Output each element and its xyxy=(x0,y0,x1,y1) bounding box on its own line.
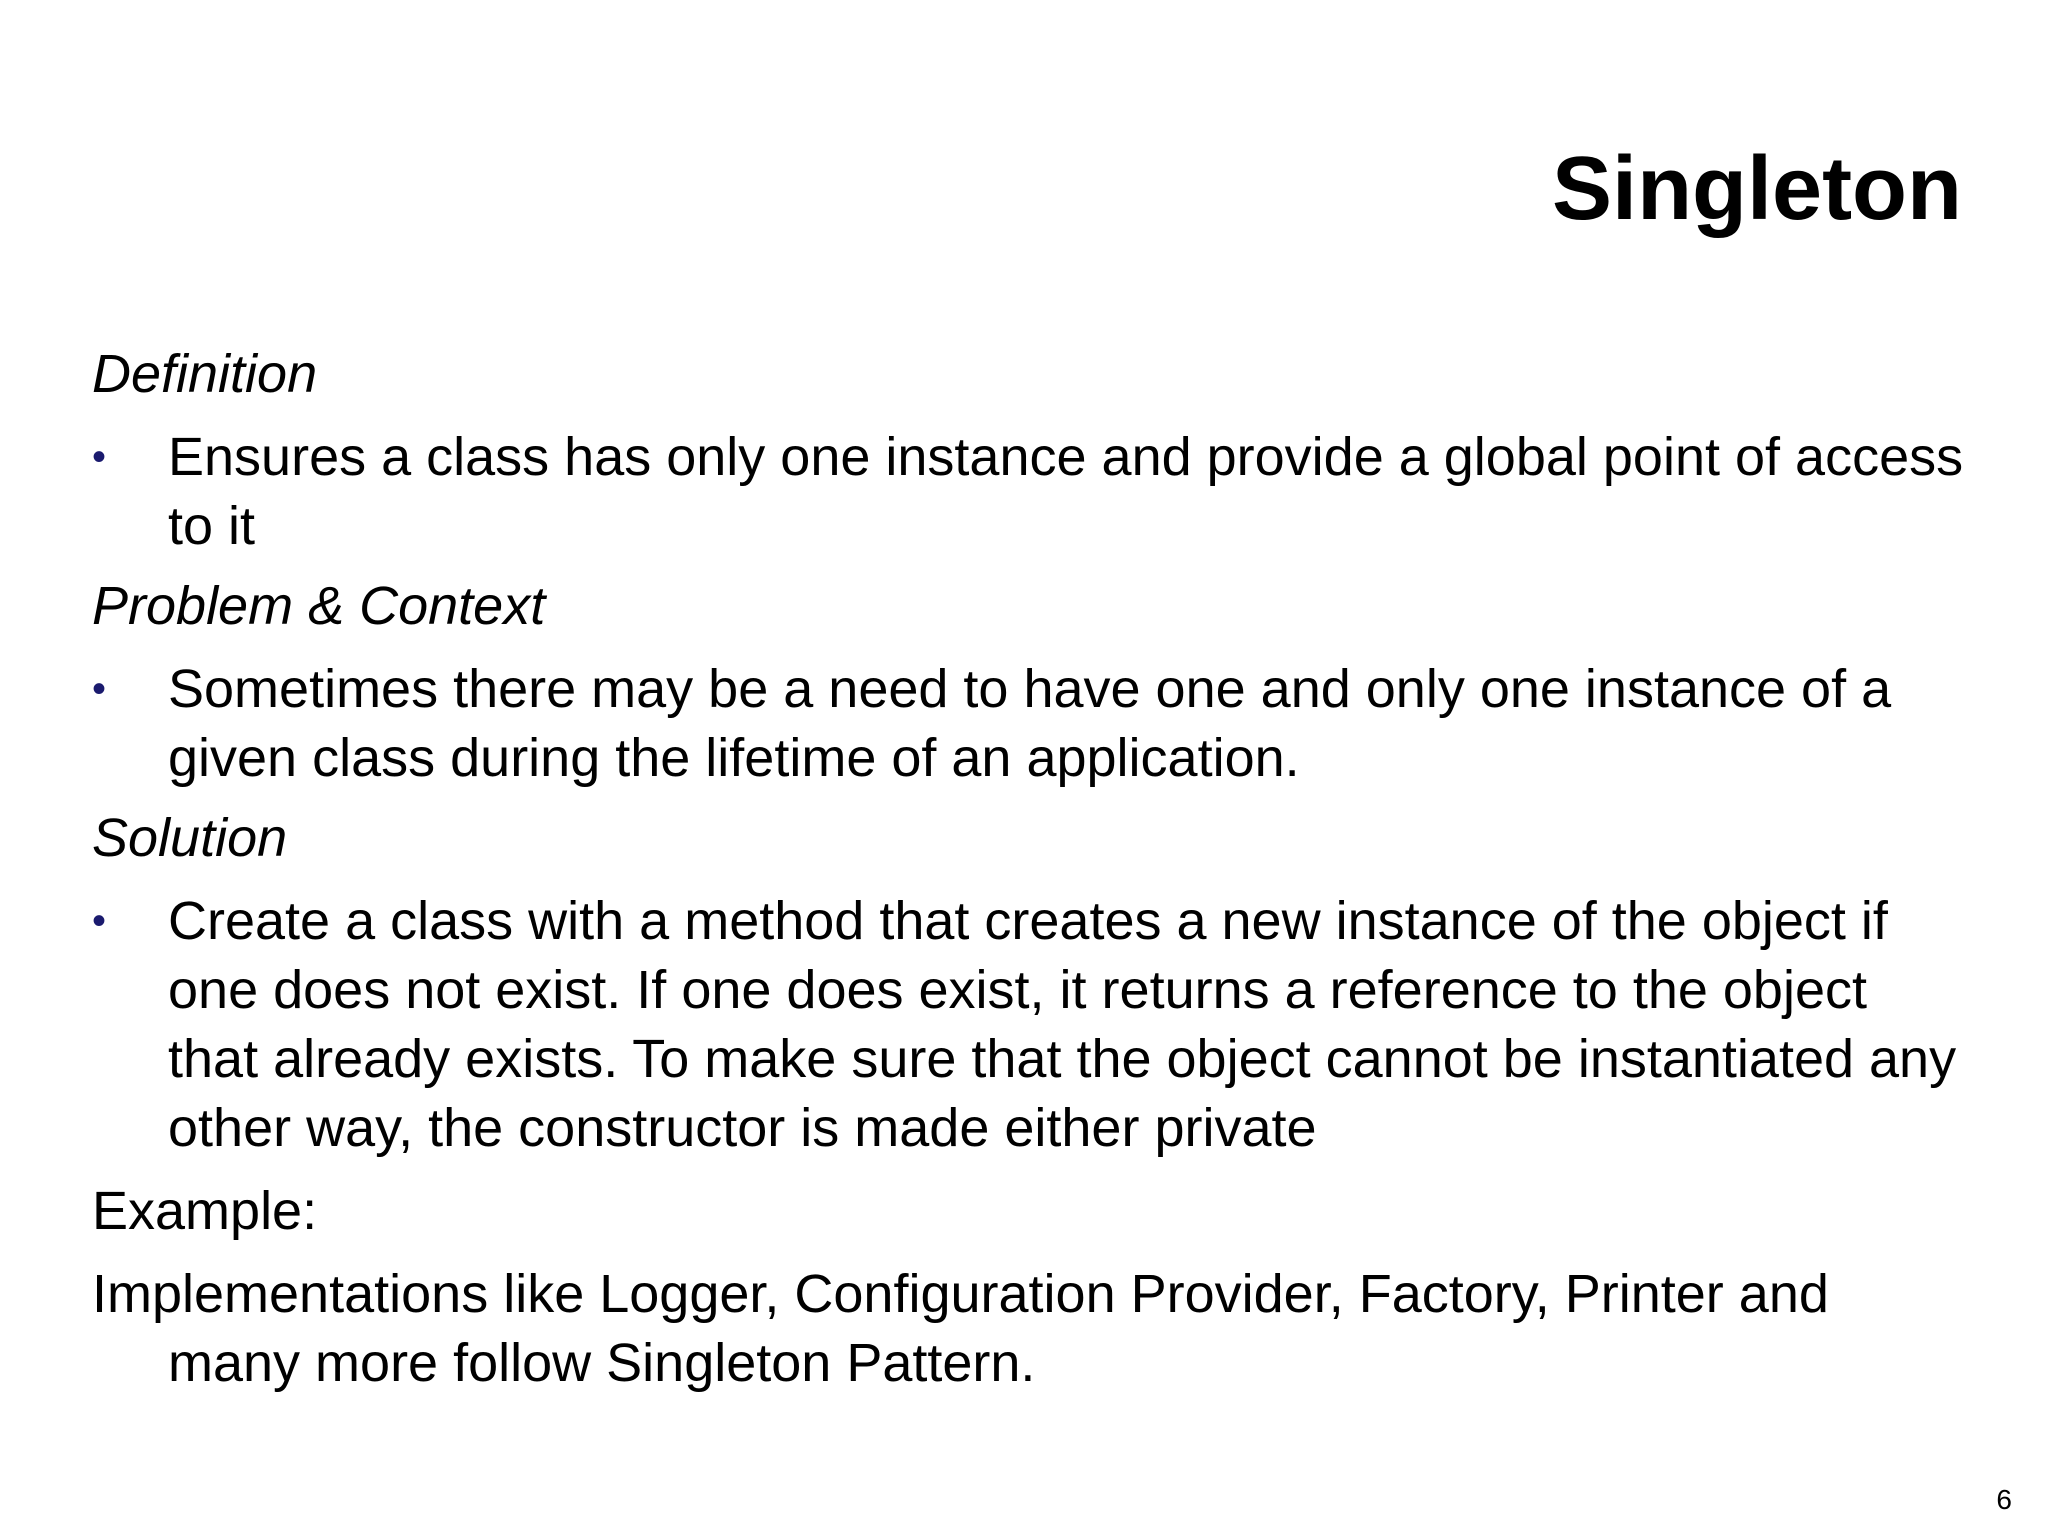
example-label: Example: xyxy=(92,1181,318,1241)
bullet-icon: • xyxy=(92,899,107,943)
slide-body xyxy=(92,340,1972,1398)
bullet-icon: • xyxy=(92,435,107,479)
bullet-problem-context xyxy=(92,655,1972,793)
slide-title: Singleton xyxy=(1552,139,1962,239)
section-heading-definition: Definition xyxy=(92,344,318,404)
example-text: Implementations like Logger, Configuration Provider, Factory, Printer and many more follow Singleton Pattern. xyxy=(92,1264,1829,1393)
section-heading-solution: Solution xyxy=(92,808,288,868)
bullet-definition xyxy=(92,423,1972,561)
bullet-icon: • xyxy=(92,667,107,711)
bullet-text-solution: Create a class with a method that creates a new instance of the object if one does not exist. If one does exist, it returns a reference to the object that already exists. To make sure that the object cannot be instantiated any other way, the constructor is made either private xyxy=(168,891,1957,1158)
bullet-text-problem-context: Sometimes there may be a need to have one and only one instance of a given class during the lifetime of an application. xyxy=(168,659,1892,788)
section-heading-problem-context: Problem & Context xyxy=(92,576,546,636)
page-number: 6 xyxy=(1996,1484,2012,1515)
bullet-solution xyxy=(92,887,1972,1163)
bullet-text-definition: Ensures a class has only one instance and provide a global point of access to it xyxy=(168,427,1964,556)
